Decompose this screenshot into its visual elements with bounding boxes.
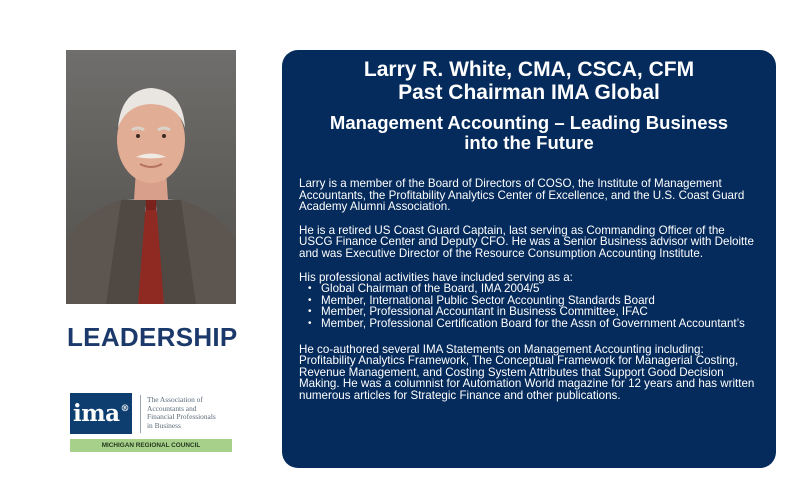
ima-logo-tagline: The Association of Accountants and Financial Professionals in Business [147, 395, 216, 430]
bio-paragraph: His professional activities have included serving as a: [299, 270, 573, 284]
speaker-role: Past Chairman IMA Global [398, 81, 660, 104]
activities-list [299, 283, 761, 329]
list-item: • Member, Professional Accountant in Business Committee, IFAC [299, 306, 761, 318]
portrait-illustration [66, 50, 236, 304]
list-item: • Member, Professional Certification Board for the Assn of Government Accountant’s [299, 318, 761, 330]
bio-title [282, 58, 776, 104]
portrait-photo [66, 50, 236, 304]
bio-body [299, 178, 761, 414]
bio-paragraph: He is a retired US Coast Guard Captain, last serving as Commanding Officer of the USCG Finance Center and Deputy CFO. He was a Senior Business advisor with Deloitte and was Executive Director of the Resource Consumption Accounting Institute. [299, 223, 754, 260]
ima-logo-mark: ima ® [70, 393, 132, 434]
regional-council-bar: MICHIGAN REGIONAL COUNCIL [70, 439, 232, 452]
bio-paragraph: He co-authored several IMA Statements on Management Accounting including: Profitability Analytics Framework, The Conceptual Framework for Managerial Costing, Revenue Management, and Costing System Attributes that Support Good Decision Making. He was a columnist for Automation World magazine for 12 years and has written numerous articles for Strategic Finance and other publications. [299, 342, 755, 402]
list-item: • Member, International Public Sector Accounting Standards Board [299, 295, 761, 307]
bio-panel [282, 50, 776, 468]
ima-michigan-logo [70, 393, 232, 453]
talk-title: Management Accounting – Leading Business into the Future [329, 112, 729, 153]
bio-paragraph: Larry is a member of the Board of Directors of COSO, the Institute of Management Accountants, the Profitability Analytics Center of Excellence, and the U.S. Coast Guard Academy Alumni Association. [299, 177, 745, 214]
logo-divider [140, 395, 141, 433]
speaker-name: Larry R. White, CMA, CSCA, CFM [363, 58, 695, 81]
list-item: • Global Chairman of the Board, IMA 2004/5 [299, 283, 761, 295]
leadership-heading: LEADERSHIP [67, 322, 238, 352]
